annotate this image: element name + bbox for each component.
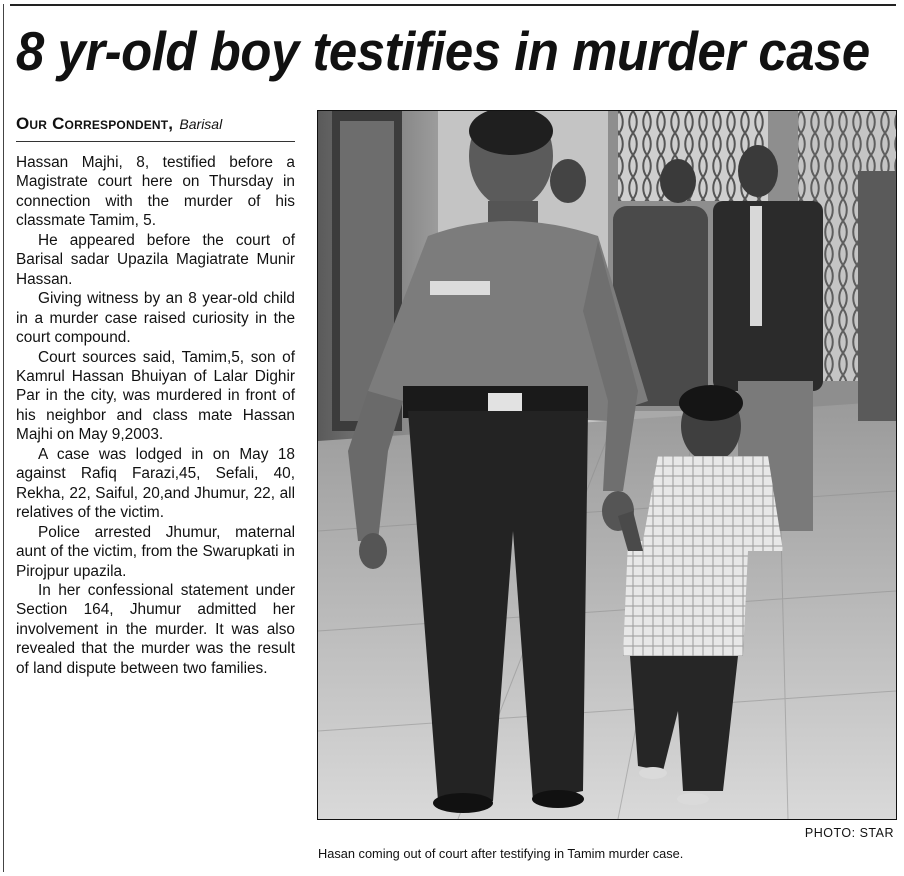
article-paragraph: In her confessional statement under Section 164, Jhumur admitted her involvement in the murder. It was also revealed that the murder was the result of land dispute between two families. <box>16 581 295 677</box>
article-paragraph: Court sources said, Tamim,5, son of Kamrul Hassan Bhuiyan of Lalar Dighir Par in the city, was murdered in front of his neighbor and class mate Hassan Majhi on May 9,2003. <box>16 348 295 444</box>
article-paragraph: Giving witness by an 8 year-old child in a murder case raised curiosity in the court compound. <box>16 290 295 347</box>
article-paragraph: Hassan Majhi, 8, testified before a Magistrate court here on Thursday in connection with the murder of his classmate Tamim, 5. <box>16 154 295 230</box>
photo-credit: PHOTO: STAR <box>804 826 894 840</box>
headline: 8 yr-old boy testifies in murder case <box>16 20 870 82</box>
byline-rule <box>16 141 295 142</box>
article-body <box>16 153 295 678</box>
byline-name: Our Correspondent, <box>16 114 174 133</box>
byline <box>16 114 222 134</box>
top-rule <box>10 4 896 6</box>
byline-place: Barisal <box>179 116 223 132</box>
news-photo <box>317 110 897 820</box>
photo-illustration <box>318 111 896 819</box>
article-paragraph: A case was lodged in on May 18 against Rafiq Farazi,45, Sefali, 40, Rekha, 22, Saiful, 20,and Jhumur, 22, all relatives of the victim. <box>16 445 295 522</box>
article-paragraph: He appeared before the court of Barisal sadar Upazila Magiatrate Munir Hassan. <box>16 231 295 288</box>
column-rule <box>3 4 4 872</box>
photo-caption: Hasan coming out of court after testifying in Tamim murder case. <box>318 846 684 861</box>
article-paragraph: Police arrested Jhumur, maternal aunt of the victim, from the Swarupkati in Pirojpur upazila. <box>16 523 295 580</box>
